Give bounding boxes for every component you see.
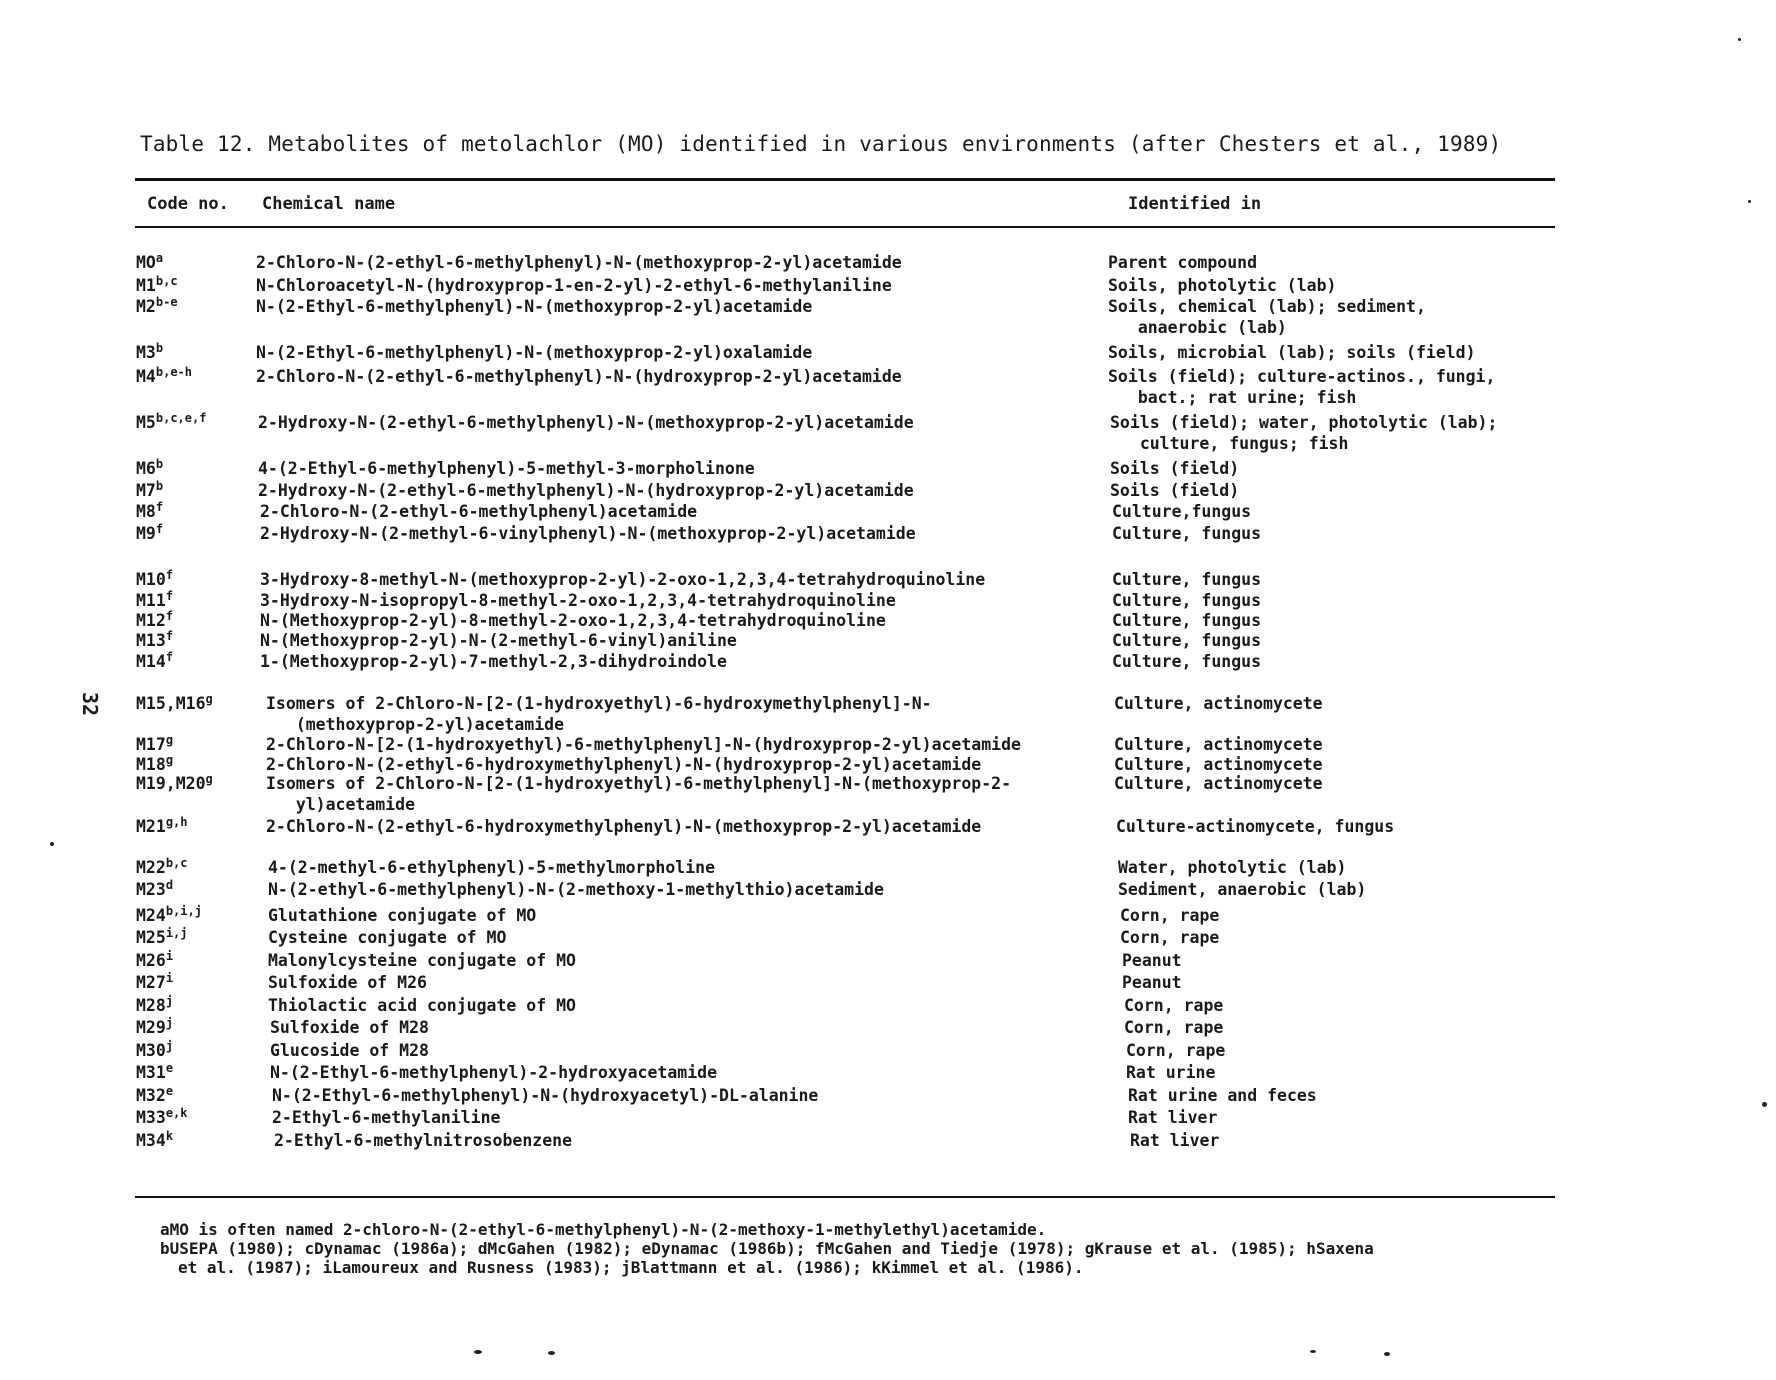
reference-superscript: g — [165, 753, 174, 767]
chemical-name-cell: Cysteine conjugate of MO — [268, 928, 507, 947]
code-cell — [136, 905, 256, 926]
chemical-name-cell: 2-Hydroxy-N-(2-ethyl-6-methylphenyl)-N-(hydroxyprop-2-yl)acetamide — [258, 481, 914, 500]
reference-superscript: b,c — [155, 274, 178, 288]
code-text: M9 — [136, 524, 156, 543]
code-cell — [136, 480, 256, 501]
chemical-name-cell: Glucoside of M28 — [270, 1041, 429, 1060]
identified-in-cell: Culture, fungus — [1112, 570, 1262, 589]
code-text: M30 — [136, 1041, 166, 1060]
reference-superscript: e — [165, 1061, 174, 1075]
reference-superscript: g — [165, 733, 174, 747]
code-cell — [136, 754, 256, 775]
identified-in-cell: Culture, actinomycete — [1114, 774, 1323, 793]
chemical-name-cell: 2-Hydroxy-N-(2-ethyl-6-methylphenyl)-N-(methoxyprop-2-yl)acetamide — [258, 413, 914, 432]
header-identified-in: Identified in — [1128, 194, 1262, 214]
reference-superscript: f — [165, 650, 174, 664]
code-text: M24 — [136, 906, 166, 925]
code-cell — [136, 458, 256, 479]
code-cell — [136, 1107, 256, 1128]
code-text: M31 — [136, 1063, 166, 1082]
code-text: M29 — [136, 1018, 166, 1037]
reference-superscript: b-e — [155, 295, 178, 309]
code-cell — [136, 1062, 256, 1083]
chemical-name-cell: Thiolactic acid conjugate of MO — [268, 996, 576, 1015]
identified-in-cell: Rat liver — [1130, 1131, 1220, 1150]
reference-superscript: d — [165, 878, 174, 892]
code-cell — [136, 1130, 256, 1151]
code-cell — [136, 1040, 256, 1061]
code-text: M18 — [136, 755, 166, 774]
reference-superscript: k — [165, 1129, 174, 1143]
identified-in-cell: Culture, fungus — [1112, 652, 1262, 671]
chemical-name-cell: 2-Chloro-N-[2-(1-hydroxyethyl)-6-methylphenyl]-N-(hydroxyprop-2-yl)acetamide — [266, 735, 1021, 754]
identified-in-cell: Rat liver — [1128, 1108, 1218, 1127]
code-text: M5 — [136, 413, 156, 432]
scan-speck — [1748, 200, 1751, 203]
code-cell — [136, 630, 256, 651]
code-cell — [136, 296, 256, 317]
code-text: M10 — [136, 570, 166, 589]
code-text: M13 — [136, 631, 166, 650]
identified-in-cell: Peanut — [1122, 973, 1182, 992]
identified-in-cell: Soils, chemical (lab); sediment, anaerobic (lab) — [1108, 297, 1426, 337]
code-text: M19,M20 — [136, 774, 206, 793]
chemical-name-cell: 2-Chloro-N-(2-ethyl-6-methylphenyl)-N-(methoxyprop-2-yl)acetamide — [256, 253, 902, 272]
code-cell — [136, 412, 256, 433]
reference-superscript: f — [165, 629, 174, 643]
code-text: M2 — [136, 297, 156, 316]
code-cell — [136, 927, 256, 948]
code-text: M11 — [136, 591, 166, 610]
identified-in-cell: Corn, rape — [1124, 996, 1224, 1015]
scan-speck — [1310, 1350, 1316, 1353]
code-text: M15,M16 — [136, 694, 206, 713]
scan-speck — [50, 842, 54, 846]
reference-superscript: j — [165, 994, 174, 1008]
code-cell — [136, 275, 256, 296]
chemical-name-cell: 2-Chloro-N-(2-ethyl-6-methylphenyl)-N-(hydroxyprop-2-yl)acetamide — [256, 367, 902, 386]
reference-superscript: i — [165, 971, 174, 985]
code-text: M17 — [136, 735, 166, 754]
code-text: M7 — [136, 481, 156, 500]
code-cell — [136, 1085, 256, 1106]
footnotes — [160, 1220, 1560, 1277]
identified-in-cell: Corn, rape — [1124, 1018, 1224, 1037]
chemical-name-cell: N-(2-Ethyl-6-methylphenyl)-N-(hydroxyacetyl)-DL-alanine — [272, 1086, 819, 1105]
chemical-name-cell: Isomers of 2-Chloro-N-[2-(1-hydroxyethyl)-6-hydroxymethylphenyl]-N- (methoxyprop-2-yl)acetamide — [266, 694, 932, 734]
reference-superscript: b — [155, 479, 164, 493]
code-cell — [136, 252, 256, 273]
identified-in-cell: Culture,fungus — [1112, 502, 1252, 521]
code-text: M25 — [136, 928, 166, 947]
code-cell — [136, 879, 256, 900]
reference-superscript: b,c — [165, 856, 188, 870]
code-cell — [136, 734, 256, 755]
identified-in-cell: Culture, actinomycete — [1114, 735, 1323, 754]
identified-in-cell: Culture, actinomycete — [1114, 755, 1323, 774]
code-cell — [136, 366, 256, 387]
identified-in-cell: Culture, fungus — [1112, 611, 1262, 630]
reference-superscript: b — [155, 341, 164, 355]
reference-superscript: a — [155, 251, 164, 265]
chemical-name-cell: N-(2-Ethyl-6-methylphenyl)-N-(methoxyprop-2-yl)acetamide — [256, 297, 813, 316]
footnote-line: et al. (1987); iLamoureux and Rusness (1983); jBlattmann et al. (1986); kKimmel et al. (1986). — [178, 1258, 1084, 1277]
reference-superscript: f — [155, 500, 164, 514]
chemical-name-cell: 1-(Methoxyprop-2-yl)-7-methyl-2,3-dihydroindole — [260, 652, 727, 671]
identified-in-cell: Water, photolytic (lab) — [1118, 858, 1347, 877]
chemical-name-cell: N-(2-Ethyl-6-methylphenyl)-2-hydroxyacetamide — [270, 1063, 718, 1082]
scan-speck — [1762, 1102, 1767, 1107]
identified-in-cell: Rat urine — [1126, 1063, 1216, 1082]
identified-in-cell: Culture, fungus — [1112, 631, 1262, 650]
chemical-name-cell: 2-Ethyl-6-methylnitrosobenzene — [274, 1131, 573, 1150]
identified-in-cell: Culture-actinomycete, fungus — [1116, 817, 1395, 836]
code-cell — [136, 773, 256, 794]
reference-superscript: b,e-h — [155, 365, 192, 379]
identified-in-cell: Soils (field) — [1110, 459, 1240, 478]
identified-in-cell: Rat urine and feces — [1128, 1086, 1317, 1105]
identified-in-cell: Culture, fungus — [1112, 524, 1262, 543]
code-text: M14 — [136, 652, 166, 671]
footnote-line: bUSEPA (1980); cDynamac (1986a); dMcGahen (1982); eDynamac (1986b); fMcGahen and Tiedje (1978); gKrause et al. (1985); hSaxena — [160, 1239, 1374, 1258]
code-cell — [136, 693, 256, 714]
code-text: M28 — [136, 996, 166, 1015]
identified-in-cell: Soils, photolytic (lab) — [1108, 276, 1337, 295]
identified-in-cell: Corn, rape — [1126, 1041, 1226, 1060]
code-cell — [136, 972, 256, 993]
code-text: M26 — [136, 951, 166, 970]
chemical-name-cell: 2-Chloro-N-(2-ethyl-6-hydroxymethylphenyl)-N-(hydroxyprop-2-yl)acetamide — [266, 755, 982, 774]
reference-superscript: g,h — [165, 815, 188, 829]
code-text: M27 — [136, 973, 166, 992]
identified-in-cell: Culture, fungus — [1112, 591, 1262, 610]
reference-superscript: e — [165, 1084, 174, 1098]
chemical-name-cell: 2-Chloro-N-(2-ethyl-6-methylphenyl)acetamide — [260, 502, 698, 521]
scan-speck — [548, 1351, 555, 1355]
code-cell — [136, 950, 256, 971]
chemical-name-cell: Malonylcysteine conjugate of MO — [268, 951, 576, 970]
code-text: M4 — [136, 367, 156, 386]
identified-in-cell: Parent compound — [1108, 253, 1258, 272]
chemical-name-cell: Isomers of 2-Chloro-N-[2-(1-hydroxyethyl)-6-methylphenyl]-N-(methoxyprop-2- yl)acetamide — [266, 774, 1012, 814]
code-text: M21 — [136, 817, 166, 836]
reference-superscript: i — [165, 949, 174, 963]
code-text: M3 — [136, 343, 156, 362]
chemical-name-cell: 4-(2-Ethyl-6-methylphenyl)-5-methyl-3-morpholinone — [258, 459, 755, 478]
page-number: 32 — [78, 691, 103, 717]
scan-speck — [1384, 1352, 1390, 1356]
reference-superscript: g — [205, 692, 213, 706]
reference-superscript: e,k — [165, 1106, 188, 1120]
code-cell — [136, 816, 256, 837]
code-text: M6 — [136, 459, 156, 478]
code-text: M34 — [136, 1131, 166, 1150]
code-text: M12 — [136, 611, 166, 630]
identified-in-cell: Sediment, anaerobic (lab) — [1118, 880, 1367, 899]
top-rule — [135, 178, 1555, 181]
identified-in-cell: Soils, microbial (lab); soils (field) — [1108, 343, 1476, 362]
scan-speck — [474, 1350, 482, 1354]
code-cell — [136, 501, 256, 522]
reference-superscript: b,c,e,f — [155, 411, 207, 425]
chemical-name-cell: N-(Methoxyprop-2-yl)-8-methyl-2-oxo-1,2,3,4-tetrahydroquinoline — [260, 611, 886, 630]
identified-in-cell: Soils (field); water, photolytic (lab); culture, fungus; fish — [1110, 413, 1498, 453]
code-cell — [136, 857, 256, 878]
chemical-name-cell: 2-Hydroxy-N-(2-methyl-6-vinylphenyl)-N-(methoxyprop-2-yl)acetamide — [260, 524, 916, 543]
code-text: M8 — [136, 502, 156, 521]
chemical-name-cell: 4-(2-methyl-6-ethylphenyl)-5-methylmorpholine — [268, 858, 716, 877]
chemical-name-cell: Sulfoxide of M26 — [268, 973, 427, 992]
reference-superscript: f — [155, 522, 164, 536]
code-text: M1 — [136, 276, 156, 295]
code-cell — [136, 342, 256, 363]
code-cell — [136, 590, 256, 611]
reference-superscript: b,i,j — [165, 904, 202, 918]
chemical-name-cell: 3-Hydroxy-8-methyl-N-(methoxyprop-2-yl)-2-oxo-1,2,3,4-tetrahydroquinoline — [260, 570, 986, 589]
chemical-name-cell: N-(2-Ethyl-6-methylphenyl)-N-(methoxyprop-2-yl)oxalamide — [256, 343, 813, 362]
header-code: Code no. — [147, 194, 229, 214]
header-rule — [135, 226, 1555, 228]
identified-in-cell: Corn, rape — [1120, 906, 1220, 925]
code-text: MO — [136, 253, 156, 272]
chemical-name-cell: 3-Hydroxy-N-isopropyl-8-methyl-2-oxo-1,2,3,4-tetrahydroquinoline — [260, 591, 896, 610]
reference-superscript: j — [165, 1016, 174, 1030]
chemical-name-cell: Glutathione conjugate of MO — [268, 906, 537, 925]
code-text: M22 — [136, 858, 166, 877]
chemical-name-cell: N-Chloroacetyl-N-(hydroxyprop-1-en-2-yl)-2-ethyl-6-methylaniline — [256, 276, 892, 295]
identified-in-cell: Soils (field) — [1110, 481, 1240, 500]
table-caption: Table 12. Metabolites of metolachlor (MO) identified in various environments (after Chesters et al., 1989) — [140, 132, 1502, 156]
chemical-name-cell: Sulfoxide of M28 — [270, 1018, 429, 1037]
identified-in-cell: Peanut — [1122, 951, 1182, 970]
code-cell — [136, 610, 256, 631]
chemical-name-cell: N-(Methoxyprop-2-yl)-N-(2-methyl-6-vinyl)aniline — [260, 631, 737, 650]
code-text: M23 — [136, 880, 166, 899]
identified-in-cell: Soils (field); culture-actinos., fungi, bact.; rat urine; fish — [1108, 367, 1496, 407]
code-text: M33 — [136, 1108, 166, 1127]
footnote-line: aMO is often named 2-chloro-N-(2-ethyl-6-methylphenyl)-N-(2-methoxy-1-methylethyl)acetamide. — [160, 1220, 1047, 1239]
code-cell — [136, 1017, 256, 1038]
reference-superscript: f — [165, 568, 174, 582]
reference-superscript: g — [205, 772, 213, 786]
chemical-name-cell: 2-Ethyl-6-methylaniline — [272, 1108, 501, 1127]
reference-superscript: j — [165, 1039, 174, 1053]
reference-superscript: f — [165, 609, 174, 623]
reference-superscript: b — [155, 457, 164, 471]
header-chemical-name: Chemical name — [262, 194, 396, 214]
code-cell — [136, 569, 256, 590]
bottom-rule — [135, 1196, 1555, 1198]
code-text: M32 — [136, 1086, 166, 1105]
reference-superscript: f — [165, 589, 174, 603]
identified-in-cell: Corn, rape — [1120, 928, 1220, 947]
code-cell — [136, 995, 256, 1016]
code-cell — [136, 651, 256, 672]
reference-superscript: i,j — [165, 926, 188, 940]
chemical-name-cell: 2-Chloro-N-(2-ethyl-6-hydroxymethylphenyl)-N-(methoxyprop-2-yl)acetamide — [266, 817, 982, 836]
code-cell — [136, 523, 256, 544]
identified-in-cell: Culture, actinomycete — [1114, 694, 1323, 713]
scan-speck — [1738, 38, 1741, 41]
chemical-name-cell: N-(2-ethyl-6-methylphenyl)-N-(2-methoxy-1-methylthio)acetamide — [268, 880, 884, 899]
